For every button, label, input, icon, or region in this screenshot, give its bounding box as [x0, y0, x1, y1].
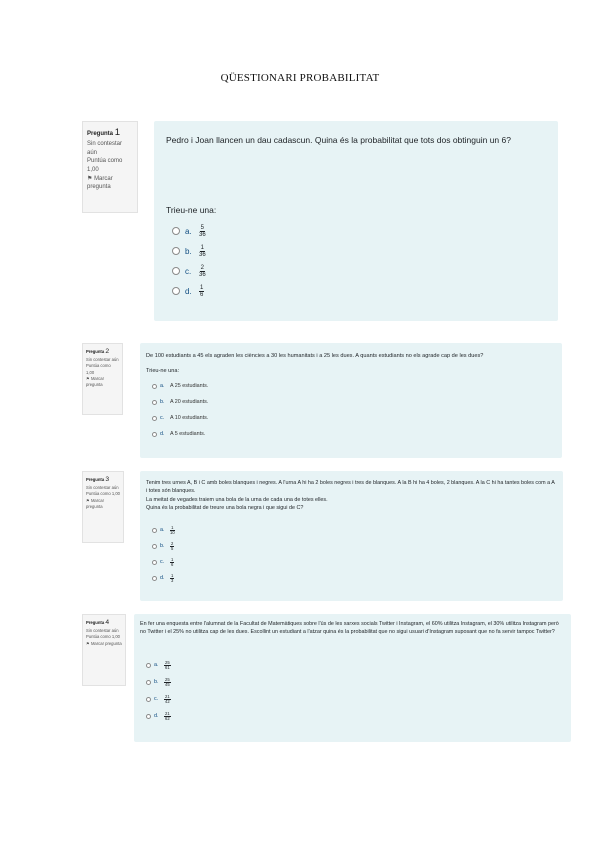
option-letter: b. — [160, 399, 165, 405]
fraction-denominator: 36 — [199, 231, 206, 238]
answer-option-c[interactable] — [152, 410, 556, 426]
flag-label: Marcar pregunta — [90, 640, 122, 646]
question-text: Pedro i Joan llancen un dau cadascun. Quina és la probabilitat que tots dos obtinguin un 6? — [166, 135, 511, 145]
question-3-info — [82, 471, 124, 543]
answer-option-b[interactable] — [152, 539, 557, 555]
radio-button[interactable] — [146, 680, 151, 685]
fraction-numerator: 1 — [171, 572, 174, 578]
option-fraction — [199, 265, 206, 278]
flag-label: Marcar pregunta — [87, 175, 113, 191]
fraction-denominator: 6 — [200, 291, 204, 298]
fraction-denominator: 36 — [199, 271, 206, 278]
document-title: QÜESTIONARI PROBABILITAT — [220, 72, 380, 84]
flag-question-link[interactable] — [86, 641, 122, 647]
radio-button[interactable] — [146, 714, 151, 719]
answer-option-b[interactable] — [146, 674, 565, 691]
fraction-numerator: 5 — [200, 224, 205, 231]
question-label: Pregunta — [86, 477, 105, 482]
option-letter: b. — [154, 679, 159, 686]
question-status: Sin contestar aún — [86, 628, 119, 634]
question-score: Puntúa como 1,00 — [87, 158, 123, 173]
question-label: Pregunta — [86, 620, 105, 625]
question-1-info — [82, 121, 138, 213]
fraction-numerator: 1 — [200, 284, 204, 291]
fraction-denominator: 61 — [165, 664, 170, 670]
answer-option-a[interactable] — [152, 523, 557, 539]
question-number — [86, 347, 119, 357]
option-text: A 20 estudiants. — [170, 399, 209, 405]
radio-button[interactable] — [146, 663, 151, 668]
radio-button[interactable] — [146, 697, 151, 702]
answer-option-d[interactable] — [152, 571, 557, 587]
question-number — [86, 475, 120, 485]
radio-button[interactable] — [152, 416, 157, 421]
radio-button[interactable] — [172, 227, 180, 235]
question-1-content — [154, 121, 558, 321]
flag-label: Marcar pregunta — [86, 375, 104, 388]
option-fraction — [164, 678, 171, 687]
question-label: Pregunta — [87, 131, 114, 137]
option-letter: a. — [154, 662, 159, 669]
radio-button[interactable] — [172, 247, 180, 255]
answer-option-d[interactable] — [146, 708, 565, 725]
fraction-numerator: 2 — [171, 540, 174, 546]
question-4-content — [134, 614, 571, 742]
option-text: A 25 estudiants. — [170, 383, 209, 389]
radio-button[interactable] — [152, 560, 157, 565]
fraction-denominator: 3 — [171, 578, 174, 583]
option-letter: a. — [185, 226, 192, 236]
fraction-numerator: 25 — [165, 676, 170, 682]
flag-icon: ⚑ — [86, 640, 90, 646]
option-fraction — [170, 542, 174, 551]
option-fraction — [170, 526, 175, 535]
question-number-value: 3 — [105, 476, 110, 483]
fraction-numerator: 21 — [165, 710, 170, 716]
answer-option-a[interactable] — [152, 378, 556, 394]
option-text: A 5 estudiants. — [170, 431, 206, 437]
option-letter: a. — [160, 383, 165, 389]
answer-option-c[interactable] — [146, 691, 565, 708]
radio-button[interactable] — [152, 400, 157, 405]
answer-option-c[interactable] — [152, 555, 557, 571]
flag-icon: ⚑ — [86, 375, 90, 381]
answer-prompt: Trieu-ne una: — [166, 205, 217, 215]
option-fraction — [199, 245, 206, 258]
question-number-value: 4 — [105, 619, 110, 626]
question-score: Puntúa como 1,00 — [86, 491, 120, 497]
option-fraction — [199, 225, 206, 238]
option-letter: c. — [160, 559, 165, 566]
answer-option-d[interactable] — [152, 426, 556, 442]
question-label: Pregunta — [86, 349, 105, 354]
option-letter: b. — [185, 246, 192, 256]
radio-button[interactable] — [152, 384, 157, 389]
option-letter: d. — [154, 713, 159, 720]
option-letter: c. — [160, 415, 165, 421]
option-letter: c. — [185, 266, 192, 276]
answer-option-a[interactable] — [146, 657, 565, 674]
answer-option-b[interactable] — [172, 241, 546, 261]
question-status: Sin contestar aún — [87, 140, 123, 156]
question-2-content — [140, 343, 562, 458]
option-letter: d. — [160, 575, 165, 582]
option-fraction — [164, 712, 171, 721]
fraction-denominator: 36 — [199, 251, 206, 258]
radio-button[interactable] — [152, 528, 157, 533]
radio-button[interactable] — [152, 544, 157, 549]
question-4-info — [82, 614, 126, 686]
option-letter: d. — [160, 431, 165, 437]
fraction-numerator: 1 — [171, 524, 174, 530]
radio-button[interactable] — [172, 287, 180, 295]
radio-button[interactable] — [172, 267, 180, 275]
question-2-info — [82, 343, 123, 415]
radio-button[interactable] — [152, 576, 157, 581]
answer-option-c[interactable] — [172, 261, 546, 281]
answer-prompt: Trieu-ne una: — [146, 368, 180, 374]
fraction-numerator: 1 — [171, 556, 174, 562]
option-letter: d. — [185, 286, 192, 296]
question-score: Puntúa como 1,00 — [86, 634, 120, 640]
option-fraction — [170, 558, 174, 567]
question-text: De 100 estudiants a 45 els agraden les ciències a 30 les humanitats i a 25 les dues. A quants estudiants no els agrade cap de les dues? — [146, 353, 484, 359]
flag-question-link[interactable] — [86, 498, 120, 511]
option-fraction — [164, 661, 171, 670]
question-score: Puntúa como 1,00 — [86, 363, 111, 375]
question-status: Sin contestar aún — [86, 485, 119, 491]
fraction-numerator: 1 — [200, 244, 205, 251]
option-text: A 10 estudiants. — [170, 415, 209, 421]
radio-button[interactable] — [152, 432, 157, 437]
fraction-denominator: 62 — [165, 715, 170, 721]
option-letter: b. — [160, 543, 165, 550]
fraction-numerator: 21 — [165, 693, 170, 699]
question-number — [86, 618, 122, 628]
answer-option-b[interactable] — [152, 394, 556, 410]
question-number-value: 1 — [114, 127, 121, 138]
question-number — [87, 126, 133, 140]
flag-icon: ⚑ — [87, 175, 93, 182]
option-letter: a. — [160, 527, 165, 534]
fraction-denominator: 10 — [170, 530, 175, 535]
option-fraction — [199, 285, 204, 298]
option-letter: c. — [154, 696, 159, 703]
answer-option-a[interactable] — [172, 221, 546, 241]
question-text-ask: Quina és la probabilitat de treure una bola negra i que sigui de C? — [146, 505, 304, 512]
fraction-denominator: 45 — [165, 681, 170, 687]
flag-label: Marcar pregunta — [86, 497, 104, 509]
fraction-numerator: 2 — [200, 264, 205, 271]
question-text: En fer una enquesta entre l'alumnat de la Facultat de Matemàtiques sobre l'ús de les xarxes socials Twitter i Instagram, el 60% utilitza Instagram, el 30% utilitza Instagram però no Twitter i el 25% no utilitza cap de les dues. Escollint un estudiant a l'atzar quina és la probabilitat que no sigui usuari d'Instagram suposant que no fa servir tampoc Twitter? — [140, 621, 559, 636]
question-status: Sin contestar aún — [86, 357, 119, 363]
flag-icon: ⚑ — [86, 497, 90, 503]
question-number-value: 2 — [105, 348, 110, 355]
flag-question-link[interactable] — [87, 175, 133, 192]
question-3-content — [140, 471, 563, 601]
answer-option-d[interactable] — [172, 281, 546, 301]
fraction-denominator: 42 — [165, 698, 170, 704]
fraction-denominator: 5 — [171, 546, 174, 551]
option-fraction — [170, 574, 174, 583]
question-text-detail: La meitat de vegades traiem una bola de la urna de cada una de totes elles. — [146, 496, 328, 503]
flag-question-link[interactable] — [86, 376, 119, 389]
question-text: Tenim tres urnes A, B i C amb boles blanques i negres. A l'urna A hi ha 2 boles negres i tres de blanques. A la B hi ha 4 boles, 2 blanques. A la C hi ha tantes boles com a A i totes són blanques. — [146, 480, 555, 495]
option-fraction — [164, 695, 171, 704]
fraction-numerator: 25 — [165, 659, 170, 665]
fraction-denominator: 6 — [171, 562, 174, 567]
